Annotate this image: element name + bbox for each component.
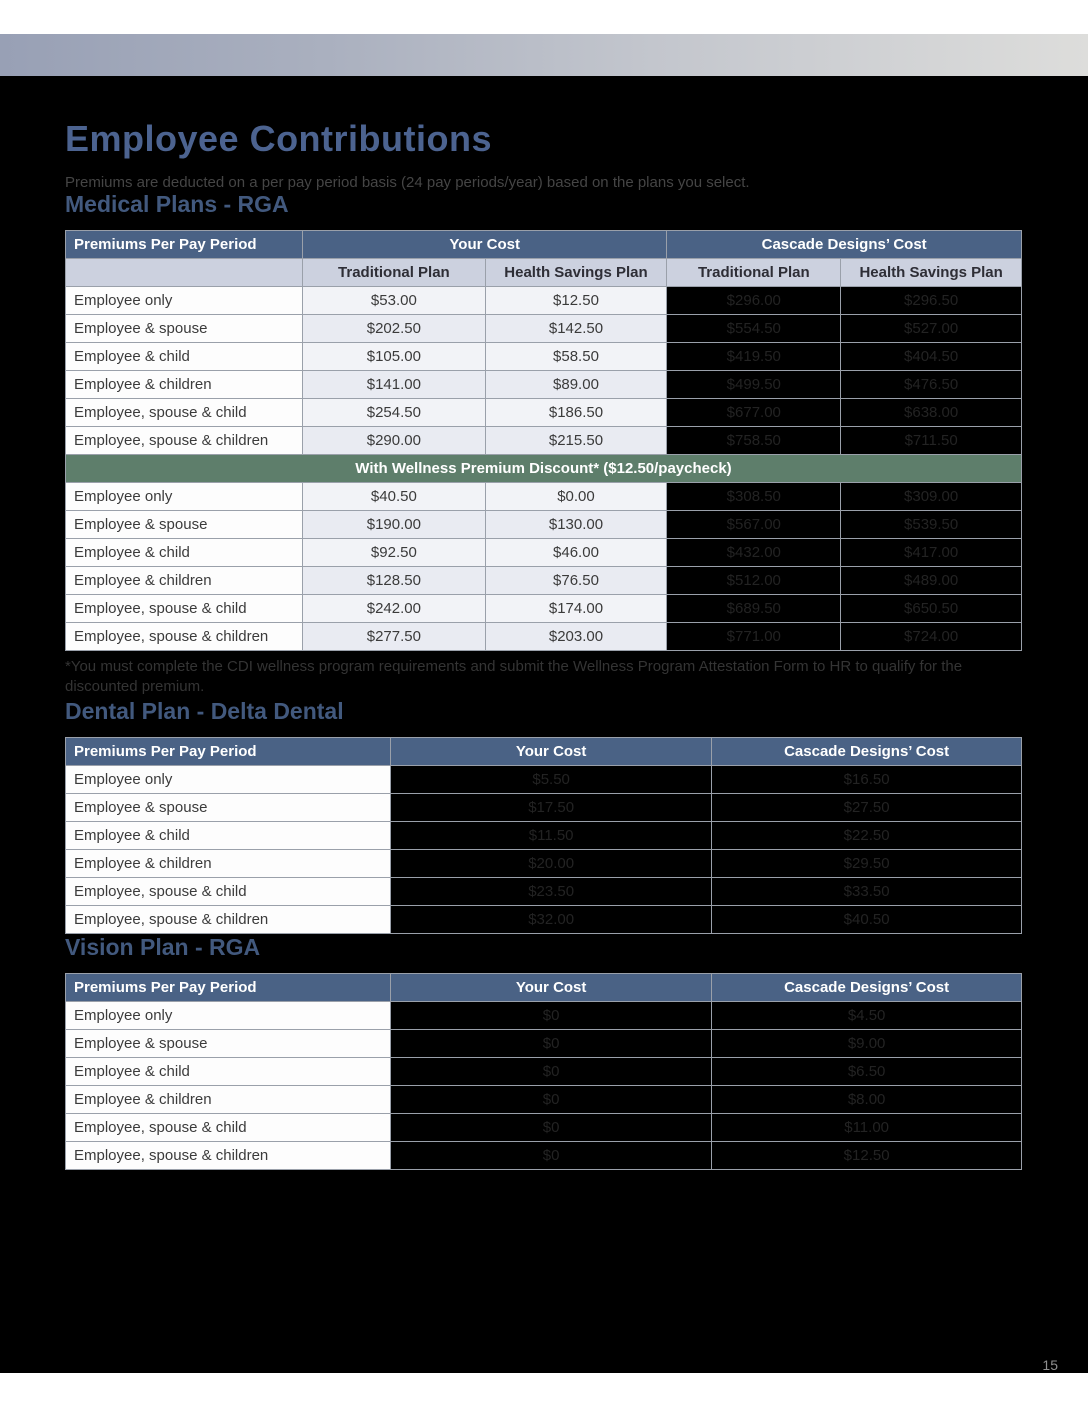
row-label-cell: Employee only <box>66 765 391 793</box>
value-cell: $141.00 <box>303 371 486 399</box>
row-label-cell: Employee only <box>66 287 303 315</box>
value-cell: $489.00 <box>841 567 1022 595</box>
value-cell: $215.50 <box>485 427 667 455</box>
subheader-traditional: Traditional Plan <box>303 259 486 287</box>
row-label-cell: Employee, spouse & child <box>66 1113 391 1141</box>
value-cell: $296.00 <box>667 287 841 315</box>
table-row <box>66 567 1022 595</box>
value-cell: $58.50 <box>485 343 667 371</box>
value-cell: $33.50 <box>712 877 1022 905</box>
table-row <box>66 821 1022 849</box>
value-cell: $32.00 <box>391 905 712 933</box>
row-label-cell: Employee only <box>66 483 303 511</box>
row-label-cell: Employee & child <box>66 539 303 567</box>
vision-plan-table <box>65 973 1022 1170</box>
header-gradient-bar <box>0 34 1088 76</box>
wellness-banner-row <box>66 455 1022 483</box>
table-row <box>66 427 1022 455</box>
column-header-your-cost: Your Cost <box>303 231 667 259</box>
value-cell: $711.50 <box>841 427 1022 455</box>
row-label-cell: Employee & child <box>66 343 303 371</box>
table-row <box>66 483 1022 511</box>
wellness-banner-section <box>66 455 1022 483</box>
wellness-footnote: *You must complete the CDI wellness program requirements and submit the Wellness Program Attestation Form to HR to qualify for the discounted premium. <box>65 658 963 696</box>
value-cell: $92.50 <box>303 539 486 567</box>
value-cell: $142.50 <box>485 315 667 343</box>
value-cell: $5.50 <box>391 765 712 793</box>
medical-plans-table <box>65 230 1022 651</box>
table-row <box>66 511 1022 539</box>
value-cell: $724.00 <box>841 623 1022 651</box>
value-cell: $512.00 <box>667 567 841 595</box>
row-label-cell: Employee & spouse <box>66 315 303 343</box>
value-cell: $0 <box>391 1029 712 1057</box>
row-label-cell: Employee & spouse <box>66 793 391 821</box>
table-row <box>66 765 1022 793</box>
table-row <box>66 1057 1022 1085</box>
value-cell: $309.00 <box>841 483 1022 511</box>
table-header-row <box>66 231 1022 259</box>
value-cell: $417.00 <box>841 539 1022 567</box>
value-cell: $16.50 <box>712 765 1022 793</box>
medical-wellness-rows <box>66 483 1022 651</box>
value-cell: $11.00 <box>712 1113 1022 1141</box>
value-cell: $17.50 <box>391 793 712 821</box>
value-cell: $190.00 <box>303 511 486 539</box>
row-label-cell: Employee & child <box>66 1057 391 1085</box>
value-cell: $0.00 <box>485 483 667 511</box>
subheader-traditional: Traditional Plan <box>667 259 841 287</box>
table-row <box>66 595 1022 623</box>
row-label-cell: Employee, spouse & children <box>66 427 303 455</box>
table-row <box>66 287 1022 315</box>
value-cell: $771.00 <box>667 623 841 651</box>
value-cell: $296.50 <box>841 287 1022 315</box>
value-cell: $567.00 <box>667 511 841 539</box>
page-number: 15 <box>1042 1357 1058 1373</box>
value-cell: $8.00 <box>712 1085 1022 1113</box>
column-header-your-cost: Your Cost <box>391 973 712 1001</box>
value-cell: $40.50 <box>712 905 1022 933</box>
value-cell: $11.50 <box>391 821 712 849</box>
table-row <box>66 877 1022 905</box>
value-cell: $202.50 <box>303 315 486 343</box>
table-row <box>66 315 1022 343</box>
value-cell: $554.50 <box>667 315 841 343</box>
row-label-cell: Employee, spouse & children <box>66 1141 391 1169</box>
medical-section-heading: Medical Plans - RGA <box>65 191 289 217</box>
column-header-premiums: Premiums Per Pay Period <box>66 973 391 1001</box>
subheader-hsp: Health Savings Plan <box>485 259 667 287</box>
table-row <box>66 905 1022 933</box>
table-row <box>66 1085 1022 1113</box>
value-cell: $0 <box>391 1085 712 1113</box>
value-cell: $0 <box>391 1113 712 1141</box>
table-row <box>66 1029 1022 1057</box>
vision-table-header <box>66 973 1022 1001</box>
table-row <box>66 1001 1022 1029</box>
table-row <box>66 793 1022 821</box>
value-cell: $308.50 <box>667 483 841 511</box>
page-title: Employee Contributions <box>65 118 493 159</box>
top-white-strip <box>0 0 1088 34</box>
table-row <box>66 1141 1022 1169</box>
subheader-empty-cell <box>66 259 303 287</box>
bottom-white-strip <box>0 1373 1088 1408</box>
value-cell: $499.50 <box>667 371 841 399</box>
medical-standard-rows <box>66 287 1022 455</box>
row-label-cell: Employee, spouse & child <box>66 399 303 427</box>
value-cell: $40.50 <box>303 483 486 511</box>
value-cell: $432.00 <box>667 539 841 567</box>
value-cell: $650.50 <box>841 595 1022 623</box>
value-cell: $527.00 <box>841 315 1022 343</box>
value-cell: $20.00 <box>391 849 712 877</box>
value-cell: $0 <box>391 1001 712 1029</box>
row-label-cell: Employee & children <box>66 567 303 595</box>
value-cell: $12.50 <box>485 287 667 315</box>
wellness-banner-label: With Wellness Premium Discount* ($12.50/paycheck) <box>66 455 1022 483</box>
row-label-cell: Employee, spouse & child <box>66 595 303 623</box>
subheader-hsp: Health Savings Plan <box>841 259 1022 287</box>
value-cell: $6.50 <box>712 1057 1022 1085</box>
value-cell: $539.50 <box>841 511 1022 539</box>
column-header-premiums: Premiums Per Pay Period <box>66 231 303 259</box>
value-cell: $758.50 <box>667 427 841 455</box>
table-row <box>66 623 1022 651</box>
value-cell: $76.50 <box>485 567 667 595</box>
value-cell: $29.50 <box>712 849 1022 877</box>
table-row <box>66 399 1022 427</box>
row-label-cell: Employee, spouse & children <box>66 905 391 933</box>
value-cell: $9.00 <box>712 1029 1022 1057</box>
value-cell: $12.50 <box>712 1141 1022 1169</box>
dental-rows <box>66 765 1022 933</box>
column-header-cascade-cost: Cascade Designs’ Cost <box>712 737 1022 765</box>
row-label-cell: Employee & children <box>66 371 303 399</box>
table-header-row <box>66 973 1022 1001</box>
value-cell: $128.50 <box>303 567 486 595</box>
value-cell: $105.00 <box>303 343 486 371</box>
value-cell: $130.00 <box>485 511 667 539</box>
row-label-cell: Employee only <box>66 1001 391 1029</box>
table-header-row <box>66 737 1022 765</box>
vision-rows <box>66 1001 1022 1169</box>
value-cell: $203.00 <box>485 623 667 651</box>
row-label-cell: Employee & children <box>66 1085 391 1113</box>
page-content <box>65 76 1022 1170</box>
page-subtitle: Premiums are deducted on a per pay period basis (24 pay periods/year) based on the plans you select. <box>65 174 750 191</box>
value-cell: $476.50 <box>841 371 1022 399</box>
value-cell: $22.50 <box>712 821 1022 849</box>
value-cell: $27.50 <box>712 793 1022 821</box>
value-cell: $290.00 <box>303 427 486 455</box>
column-header-cascade-cost: Cascade Designs’ Cost <box>712 973 1022 1001</box>
value-cell: $4.50 <box>712 1001 1022 1029</box>
value-cell: $277.50 <box>303 623 486 651</box>
value-cell: $174.00 <box>485 595 667 623</box>
value-cell: $242.00 <box>303 595 486 623</box>
medical-table-header <box>66 231 1022 287</box>
row-label-cell: Employee & children <box>66 849 391 877</box>
table-row <box>66 1113 1022 1141</box>
dental-section-heading: Dental Plan - Delta Dental <box>65 697 344 724</box>
column-header-your-cost: Your Cost <box>391 737 712 765</box>
table-subheader-row <box>66 259 1022 287</box>
value-cell: $53.00 <box>303 287 486 315</box>
value-cell: $186.50 <box>485 399 667 427</box>
column-header-premiums: Premiums Per Pay Period <box>66 737 391 765</box>
dental-table-header <box>66 737 1022 765</box>
value-cell: $404.50 <box>841 343 1022 371</box>
value-cell: $46.00 <box>485 539 667 567</box>
value-cell: $689.50 <box>667 595 841 623</box>
table-row <box>66 343 1022 371</box>
row-label-cell: Employee, spouse & children <box>66 623 303 651</box>
row-label-cell: Employee & child <box>66 821 391 849</box>
value-cell: $677.00 <box>667 399 841 427</box>
row-label-cell: Employee & spouse <box>66 1029 391 1057</box>
table-row <box>66 371 1022 399</box>
vision-section-heading: Vision Plan - RGA <box>65 933 261 960</box>
value-cell: $0 <box>391 1057 712 1085</box>
value-cell: $89.00 <box>485 371 667 399</box>
column-header-cascade-cost: Cascade Designs’ Cost <box>667 231 1022 259</box>
row-label-cell: Employee & spouse <box>66 511 303 539</box>
value-cell: $23.50 <box>391 877 712 905</box>
value-cell: $638.00 <box>841 399 1022 427</box>
row-label-cell: Employee, spouse & child <box>66 877 391 905</box>
table-row <box>66 539 1022 567</box>
dental-plan-table <box>65 737 1022 934</box>
value-cell: $419.50 <box>667 343 841 371</box>
table-row <box>66 849 1022 877</box>
value-cell: $0 <box>391 1141 712 1169</box>
value-cell: $254.50 <box>303 399 486 427</box>
